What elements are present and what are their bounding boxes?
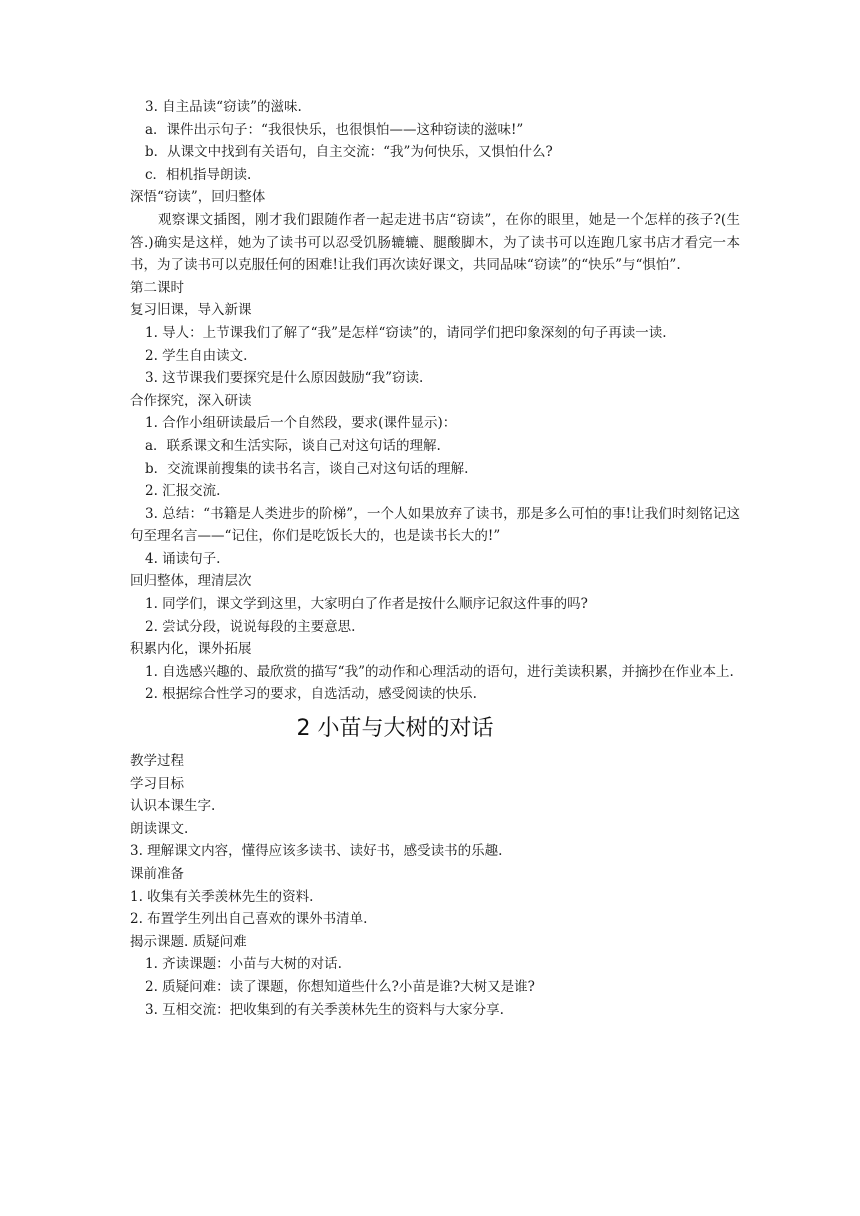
section-heading: 课前准备	[130, 866, 184, 882]
paragraph: 1. 自选感兴趣的、最欣赏的描写“我”的动作和心理活动的语句，进行美读积累，并摘抄在作业本上.	[145, 663, 734, 680]
step-c-line: c．相机指导朗读.	[145, 166, 252, 183]
step-b-line: b．从课文中找到有关语句，自主交流：“我”为何快乐，又惧怕什么?	[145, 144, 553, 161]
section-heading: 回归整体，理清层次	[130, 573, 252, 590]
prep-line: 2. 布置学生列出自己喜欢的课外书清单.	[130, 911, 368, 928]
step-line: 2. 汇报交流.	[145, 483, 221, 500]
step-line: 1. 同学们，课文学到这里，大家明白了作者是按什么顺序记叙这件事的吗?	[145, 596, 588, 613]
paragraph: 观察课文插图，刚才我们跟随作者一起走进书店“窃读”，在你的眼里，她是一个怎样的孩子?(生答.)确实是这样，她为了读书可以忍受饥肠辘辘、腿酸脚木，为了读书可以连跑几家书店才看完一本书，为了读书可以克服任何的困难!让我们再次读好课文，共同品味“窃读”的“快乐”与“惧怕”.	[130, 211, 740, 274]
paragraph: 1. 导人：上节课我们了解了“我”是怎样“窃读”的，请同学们把印象深刻的句子再读一读.	[145, 324, 667, 341]
document-page	[130, 96, 740, 1021]
step-line: a．联系课文和生活实际，谈自己对这句话的理解.	[145, 437, 441, 454]
section-heading: 合作探究，深入研读	[130, 392, 252, 409]
lesson-title: 2 小苗与大树的对话	[296, 716, 494, 742]
step-line: 2. 学生自由读文.	[145, 347, 248, 364]
step-line: 2. 根据综合性学习的要求，自选活动，感受阅读的快乐.	[145, 686, 477, 703]
goal-line: 朗读课文.	[130, 820, 189, 837]
paragraph: 3. 总结：“书籍是人类进步的阶梯”，一个人如果放弃了读书，那是多么可怕的事!让我们时刻铭记这句至理名言——“记住，你们是吃饭长大的，也是读书长大的!”	[130, 505, 740, 545]
step-3-line: 3. 自主品读“窃读”的滋味.	[145, 99, 302, 115]
step-line: 1. 齐读课题：小苗与大树的对话.	[145, 956, 342, 973]
section-heading: 揭示课题. 质疑问难	[130, 933, 247, 950]
step-line: b．交流课前搜集的读书名言，谈自己对这句话的理解.	[145, 460, 469, 477]
step-line: 4. 诵读句子.	[145, 550, 221, 567]
section-heading: 复习旧课，导入新课	[130, 302, 252, 319]
section-heading: 教学过程	[130, 753, 184, 770]
section-heading: 学习目标	[130, 775, 184, 792]
step-line: 2. 尝试分段，说说每段的主要意思.	[145, 618, 356, 635]
step-line: 2. 质疑问难：读了课题，你想知道些什么?小苗是谁?大树又是谁?	[145, 978, 535, 995]
step-line: 3. 互相交流：把收集到的有关季羡林先生的资料与大家分享.	[145, 1001, 504, 1018]
prep-line: 1. 收集有关季羡林先生的资料.	[130, 888, 314, 905]
lesson-period-heading: 第二课时	[130, 279, 184, 296]
step-line: 1. 合作小组研读最后一个自然段，要求(课件显示)：	[145, 415, 457, 432]
section-heading: 深悟“窃读”，回归整体	[130, 189, 266, 206]
section-heading: 积累内化，课外拓展	[130, 641, 252, 658]
step-line: 3. 这节课我们要探究是什么原因鼓励“我”窃读.	[145, 370, 424, 387]
step-a-line: a．课件出示句子：“我很快乐，也很惧怕——这种窃读的滋味!”	[145, 121, 524, 138]
goal-line: 认识本课生字.	[130, 798, 216, 815]
goal-line: 3. 理解课文内容，懂得应该多读书、读好书，感受读书的乐趣.	[130, 843, 503, 860]
